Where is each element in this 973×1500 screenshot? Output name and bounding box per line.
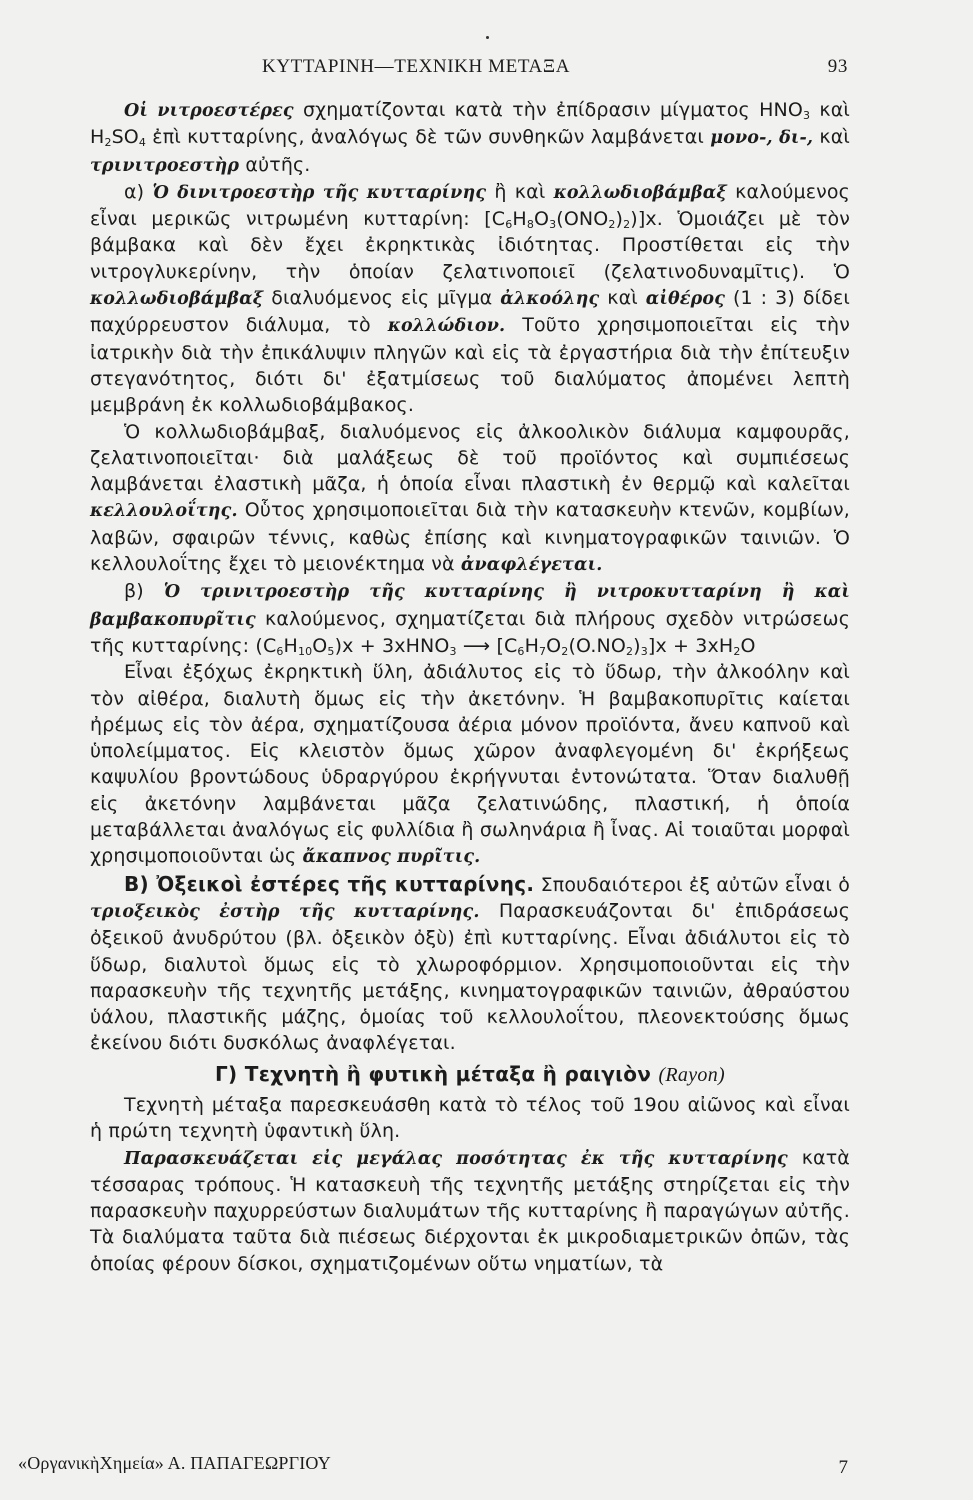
- sheet-number: 7: [838, 1457, 848, 1478]
- section-heading-g: Γ) Τεχνητὴ ἢ φυτικὴ μέταξα ἢ ραιγιὸν (Rayon): [215, 1061, 725, 1086]
- paragraph-trinitroester: β) Ὁ τρινιτροεστὴρ τῆς κυτταρίνης ἢ νιτροκυτταρίνη ἢ καὶ βαμβακοπυρῖτις καλούμενος, σχηματίζεται διὰ πλήρους σχεδὸν νιτρώσεως τῆς κυτταρίνης: $(C_6H_{10}O_5)x$ + 3xHNO$_3$ ⟶ $[C_6H_7O_2(O.NO_2)_3]x + 3xH_2O$: [90, 580, 850, 658]
- paragraph-artificial-silk: Τεχνητὴ μέταξα παρεσκευάσθη κατὰ τὸ τέλος τοῦ 19ου αἰῶνος καὶ εἶναι ἡ πρώτη τεχνητὴ ὑφαντικὴ ὕλη.: [90, 1093, 850, 1143]
- page-body: [90, 97, 850, 1277]
- paragraph-preparation: Παρασκευάζεται εἰς μεγάλας ποσότητας ἐκ τῆς κυτταρίνης κατὰ τέσσαρας τρόπους. Ἡ κατασκευὴ τῆς τεχνητῆς μετάξης στηρίζεται εἰς τὴν παρασκευὴν παχυρρεύστων διαλυμάτων τῆς κυτταρίνης ἢ παραγώγων αὐτῆς. Τὰ διαλύματα ταῦτα διὰ πιέσεως διέρχονται ἐκ μικροδιαμετρικῶν ὀπῶν, τὰς ὁποίας φέρουν δίσκοι, σχηματιζομένων οὕτω νηματίων, τὰ: [90, 1146, 850, 1275]
- paragraph-acetic-esters: Β) Ὀξεικοὶ ἐστέρες τῆς κυτταρίνης. Σπουδαιότεροι ἐξ αὐτῶν εἶναι ὁ τριοξεικὸς ἐστὴρ τῆς κυτταρίνης. Παρασκευάζονται δι' ἐπιδράσεως ὀξεικοῦ ἀνυδρύτου (βλ. ὀξεικὸν ὀξὺ) ἐπὶ κυτταρίνης. Εἶναι ἀδιάλυτοι εἰς τὸ ὕδωρ, διαλυτοὶ ὅμως εἰς τὸ χλωροφόρμιον. Χρησιμοποιοῦνται εἰς τὴν παρασκευὴν τῆς τεχνητῆς μετάξης, κινηματογραφικῶν ταινιῶν, ἀθραύστου ὑάλου, πλαστικῆς μάζης, ὁμοίας τοῦ κελλουλοΐτου, πλεονεκτούσης ὅμως ἐκείνου διότι δυσκόλως ἀναφλέγεται.: [90, 871, 850, 1055]
- page-footer: [0, 1447, 973, 1487]
- paragraph-nitroesters: Οἱ νιτροεστέρες σχηματίζονται κατὰ τὴν ἐπίδρασιν μίγματος $HNO_3$ καὶ $H_2SO_4$ ἐπὶ κυτταρίνης, ἀναλόγως δὲ τῶν συνθηκῶν λαμβάνεται μονο-, δι-, καὶ τρινιτροεστὴρ αὐτῆς.: [90, 99, 851, 176]
- running-header: [0, 50, 973, 84]
- rayon-label: (Rayon): [658, 1063, 725, 1086]
- paragraph-guncotton: Εἶναι ἐξόχως ἐκρηκτικὴ ὕλη, ἀδιάλυτος εἰς τὸ ὕδωρ, τὴν ἀλκοόλην καὶ τὸν αἰθέρα, διαλυτὴ ὅμως εἰς τὴν ἀκετόνην. Ἡ βαμβακοπυρῖτις καίεται ἠρέμως εἰς τὸν ἀέρα, σχηματίζουσα ἀέρια μόνον προϊόντα, ἄνευ καπνοῦ καὶ ὑπολείμματος. Εἰς κλειστὸν ὅμως χῶρον ἀναφλεγομένη δι' ἐκρήξεως καψυλίου βροντώδους ὑδραργύρου ἐκρήγνυται ἐντονώτατα. Ὅταν διαλυθῇ εἰς ἀκετόνην λαμβάνεται μᾶζα ζελατινώδης, πλαστική, ἡ ὁποία μεταβάλλεται ἀναλόγως εἰς φυλλίδια ἢ σωληνάρια ἢ ἶνας. Αἱ τοιαῦται μορφαὶ χρησιμοποιοῦνται ὡς ἄκαπνος πυρῖτις.: [90, 661, 850, 868]
- print-speck: [486, 36, 489, 39]
- page-number: 93: [827, 56, 848, 77]
- term-nitroesters: Οἱ νιτροεστέρες: [124, 101, 294, 121]
- paragraph-dinitroester: α) Ὁ δινιτροεστὴρ τῆς κυτταρίνης ἢ καὶ κολλωδιοβάμβαξ καλούμενος εἶναι μερικῶς νιτρωμένη κυτταρίνη: $[C_6H_8O_3(ONO_2)_2)]x$. Ὁμοιάζει μὲ τὸν βάμβακα καὶ δὲν ἔχει ἐκρηκτικὰς ἰδιότητας. Προστίθεται εἰς τὴν νιτρογλυκερίνην, τὴν ὁποίαν ζελατινοποιεῖ (ζελατινοδυναμῖτις). Ὁ κολλωδιοβάμβαξ διαλυόμενος εἰς μῖγμα ἀλκοόλης καὶ αἰθέρος (1 : 3) δίδει παχύρρευστον διάλυμα, τὸ κολλώδιον. Τοῦτο χρησιμοποιεῖται εἰς τὴν ἰατρικὴν διὰ τὴν ἐπικάλυψιν πληγῶν καὶ εἰς τὰ ἐργαστήρια διὰ τὴν ἐπίτευξιν στεγανότητος, διότι δι' ἐξατμίσεως τοῦ διαλύματος ἀπομένει λεπτὴ μεμβράνη ἐκ κολλωδιοβάμβακος.: [90, 180, 851, 417]
- section-heading-b: Β) Ὀξεικοὶ ἐστέρες τῆς κυτταρίνης.: [124, 871, 535, 896]
- paragraph-celluloid: Ὁ κολλωδιοβάμβαξ, διαλυόμενος εἰς ἀλκοολικὸν διάλυμα καμφουρᾶς, ζελατινοποιεῖται· διὰ μαλάξεως δὲ τοῦ προϊόντος καὶ συμπιέσεως λαμβάνεται ἐλαστικὴ μᾶζα, ἡ ὁποία εἶναι πλαστικὴ ἐν θερμῷ καὶ καλεῖται κελλουλοΐτης. Οὗτος χρησιμοποιεῖται διὰ τὴν κατασκευὴν κτενῶν, κομβίων, λαβῶν, σφαιρῶν τέννις, καθὼς ἐπίσης καὶ κινηματογραφικῶν ταινιῶν. Ὁ κελλουλοΐτης ἔχει τὸ μειονέκτημα νὰ ἀναφλέγεται.: [90, 420, 850, 576]
- running-title: ΚΥΤΤΑΡΙΝΗ—ΤΕΧΝΙΚΗ ΜΕΤΑΞΑ: [262, 56, 571, 77]
- book-signature: «ΟργανικὴΧημεία» Α. ΠΑΠΑΓΕΩΡΓΙΟΥ: [18, 1453, 331, 1473]
